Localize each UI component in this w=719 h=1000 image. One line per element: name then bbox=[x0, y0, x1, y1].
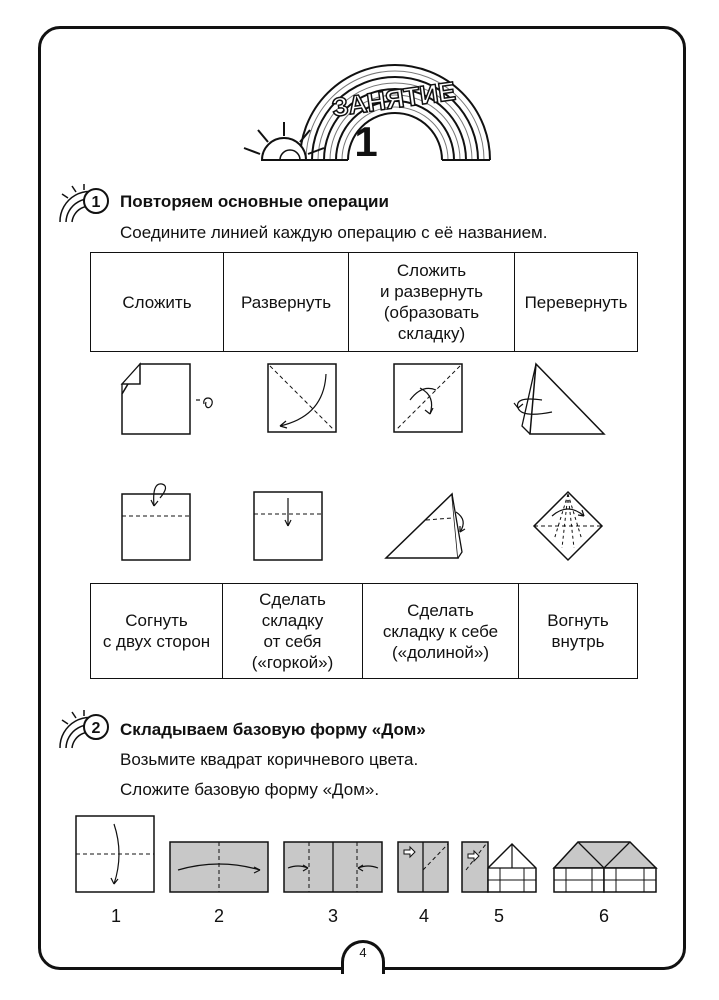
step6-house-diagram-icon bbox=[552, 838, 658, 894]
section1-title: Повторяем основные операции bbox=[120, 192, 389, 211]
operation-cell: Сделать складку к себе («долиной») bbox=[363, 584, 519, 679]
operation-cell: Развернуть bbox=[224, 253, 349, 352]
step-number: 5 bbox=[493, 906, 504, 926]
step-number: 2 bbox=[213, 906, 224, 926]
operation-cell: Сложить bbox=[91, 253, 224, 352]
step-number: 4 bbox=[418, 906, 429, 926]
section2-title: Складываем базовую форму «Дом» bbox=[120, 720, 426, 739]
section2-instruction-2: Сложите базовую форму «Дом». bbox=[120, 780, 380, 799]
step1-square-diagram-icon bbox=[74, 814, 156, 894]
lesson-title: ЗАНЯТИЕ bbox=[330, 75, 458, 123]
step2-rect-diagram-icon bbox=[168, 840, 270, 894]
step-number: 1 bbox=[110, 906, 121, 926]
section-badge-number: 2 bbox=[91, 720, 101, 737]
fold-unfold-diagram-icon bbox=[390, 360, 466, 436]
mini-rainbow-badge-icon bbox=[58, 184, 120, 224]
unfold-square-diagram-icon bbox=[264, 360, 340, 436]
mini-rainbow-badge-icon bbox=[58, 710, 120, 750]
fold-corner-diagram-icon bbox=[118, 362, 220, 438]
section1-instruction: Соедините линией каждую операцию с её названием. bbox=[120, 223, 548, 242]
step4-fold-diagram-icon bbox=[396, 840, 450, 894]
operation-cell: Вогнуть внутрь bbox=[519, 584, 638, 679]
operation-cell: Сложить и развернуть (образовать складку) bbox=[349, 253, 515, 352]
step3-rect-diagram-icon bbox=[282, 840, 384, 894]
operations-table-top bbox=[90, 252, 638, 352]
fold-both-sides-diagram-icon bbox=[382, 490, 472, 562]
lesson-number: 1 bbox=[354, 118, 378, 165]
operations-table-bottom bbox=[90, 583, 638, 679]
step-number: 6 bbox=[598, 906, 609, 926]
valley-fold-diagram-icon bbox=[250, 488, 326, 564]
step5-fold-diagram-icon bbox=[460, 840, 540, 894]
turn-over-diagram-icon bbox=[508, 360, 610, 438]
mountain-fold-diagram-icon bbox=[118, 476, 194, 564]
operation-cell: Сделать складку от себя («горкой») bbox=[223, 584, 363, 679]
inside-reverse-fold-diagram-icon bbox=[530, 488, 606, 564]
step-number: 3 bbox=[327, 906, 338, 926]
section2-instruction-1: Возьмите квадрат коричневого цвета. bbox=[120, 750, 419, 769]
page-number: 4 bbox=[359, 945, 367, 960]
section-badge-number: 1 bbox=[91, 194, 101, 211]
operation-cell: Согнуть с двух сторон bbox=[91, 584, 223, 679]
operation-cell: Перевернуть bbox=[515, 253, 638, 352]
